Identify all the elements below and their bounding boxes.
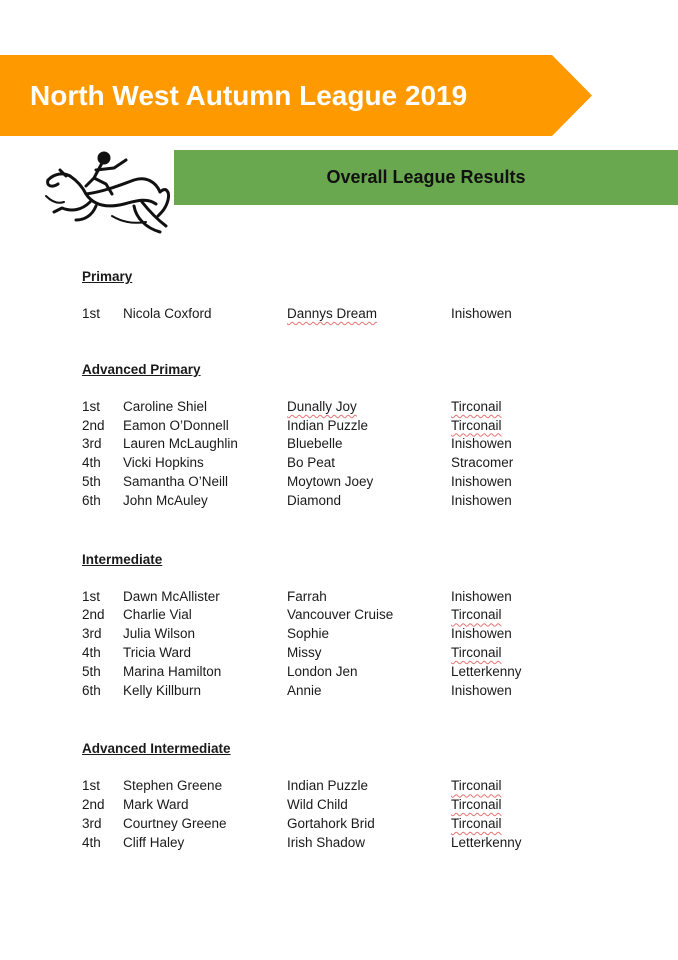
- club-name: Inishowen: [451, 588, 512, 604]
- horse-name: [287, 398, 357, 417]
- place: 1st: [82, 306, 101, 321]
- horse-name: Bo Peat: [287, 455, 336, 471]
- result-row: [82, 588, 642, 607]
- club-name: Inishowen: [451, 306, 512, 321]
- section-heading: Primary: [82, 269, 133, 284]
- rider-name: Courtney Greene: [123, 815, 227, 831]
- club-name: Letterkenny: [451, 663, 522, 679]
- place: 1st: [82, 398, 101, 414]
- place: 2nd: [82, 607, 105, 623]
- page-title: North West Autumn League 2019: [30, 80, 468, 111]
- rider-name: Marina Hamilton: [123, 663, 222, 679]
- club-name-text: Tirconail: [451, 398, 502, 414]
- club-name: [451, 644, 502, 663]
- rider-name: Vicki Hopkins: [123, 455, 204, 471]
- section-advanced-intermediate: [82, 740, 642, 852]
- horse-name: Indian Puzzle: [287, 417, 369, 433]
- horse-name: Diamond: [287, 492, 342, 508]
- club-name: [451, 417, 502, 436]
- title-banner: [0, 55, 592, 136]
- club-name-text: Tirconail: [451, 607, 502, 623]
- rider-name: Lauren McLaughlin: [123, 436, 238, 452]
- rider-name: Dawn McAllister: [123, 588, 220, 604]
- result-row: [82, 417, 642, 436]
- horse-and-rider-jumping-icon: [42, 146, 172, 241]
- horse-name: Wild Child: [287, 797, 348, 813]
- place: 3rd: [82, 436, 102, 452]
- subtitle: Overall League Results: [326, 167, 526, 187]
- rider-name: Stephen Greene: [123, 778, 223, 794]
- rider-name: Mark Ward: [123, 797, 189, 813]
- rider-name: Kelly Killburn: [123, 682, 202, 698]
- club-name-text: Tirconail: [451, 417, 502, 433]
- place: 1st: [82, 588, 101, 604]
- club-name-text: Tirconail: [451, 778, 502, 794]
- place: 5th: [82, 473, 101, 489]
- section-heading: Advanced Primary: [82, 361, 201, 377]
- club-name: Stracomer: [451, 455, 514, 471]
- place: 2nd: [82, 797, 105, 813]
- place: 3rd: [82, 626, 102, 642]
- rider-name: Julia Wilson: [123, 626, 196, 642]
- result-row: [82, 644, 642, 663]
- club-name: Inishowen: [451, 492, 512, 508]
- club-name: Inishowen: [451, 626, 512, 642]
- section-advanced-primary: [82, 361, 642, 511]
- result-row: [82, 834, 642, 853]
- horse-name: Farrah: [287, 588, 327, 604]
- section-primary: [82, 268, 642, 324]
- horse-name: Gortahork Brid: [287, 815, 375, 831]
- rider-name: Eamon O’Donnell: [123, 417, 229, 433]
- result-row: [82, 815, 642, 834]
- horse-name: Bluebelle: [287, 436, 343, 452]
- club-name: Letterkenny: [451, 834, 522, 850]
- result-row: [82, 454, 642, 473]
- horse-name-text: Dannys Dream: [287, 306, 378, 321]
- place: 3rd: [82, 815, 102, 831]
- result-row: [82, 777, 642, 796]
- club-name: Inishowen: [451, 436, 512, 452]
- club-name: [451, 606, 502, 625]
- rider-name: Charlie Vial: [123, 607, 192, 623]
- rider-name: Samantha O’Neill: [123, 473, 229, 489]
- horse-name: Sophie: [287, 626, 330, 642]
- result-row: [82, 663, 642, 682]
- horse-name: Vancouver Cruise: [287, 607, 394, 623]
- club-name-text: Tirconail: [451, 815, 502, 831]
- horse-name-text: Dunally Joy: [287, 398, 357, 414]
- rider-name: Cliff Haley: [123, 834, 185, 850]
- place: 4th: [82, 455, 101, 471]
- result-row: [82, 398, 642, 417]
- result-row: [82, 606, 642, 625]
- place: 1st: [82, 778, 101, 794]
- rider-name: Tricia Ward: [123, 644, 192, 660]
- horse-name: Missy: [287, 644, 322, 660]
- horse-name: Moytown Joey: [287, 473, 374, 489]
- results-content: [82, 268, 642, 853]
- section-heading: Advanced Intermediate: [82, 741, 231, 757]
- club-name-text: Tirconail: [451, 644, 502, 660]
- place: 6th: [82, 492, 101, 508]
- club-name: Inishowen: [451, 682, 512, 698]
- rider-name: Caroline Shiel: [123, 398, 208, 414]
- result-row: [82, 796, 642, 815]
- logo-drawing: [42, 146, 172, 241]
- subtitle-bar: [174, 150, 678, 205]
- club-name: Inishowen: [451, 473, 512, 489]
- result-row: [82, 682, 642, 701]
- place: 6th: [82, 682, 101, 698]
- result-row: [82, 492, 642, 511]
- result-row: [82, 435, 642, 454]
- place: 2nd: [82, 417, 105, 433]
- section-intermediate: [82, 551, 642, 701]
- club-name: [451, 815, 502, 834]
- club-name: [451, 796, 502, 815]
- result-row: [82, 305, 642, 324]
- club-name-text: Tirconail: [451, 797, 502, 813]
- horse-name: [287, 305, 377, 324]
- horse-name: London Jen: [287, 663, 358, 679]
- horse-name: Indian Puzzle: [287, 778, 369, 794]
- horse-name: Annie: [287, 682, 322, 698]
- place: 4th: [82, 834, 101, 850]
- place: 4th: [82, 644, 101, 660]
- horse-name: Irish Shadow: [287, 834, 366, 850]
- club-name: [451, 398, 502, 417]
- rider-name: John McAuley: [123, 492, 208, 508]
- rider-name: Nicola Coxford: [123, 306, 212, 321]
- section-heading: Intermediate: [82, 551, 163, 567]
- result-row: [82, 473, 642, 492]
- place: 5th: [82, 663, 101, 679]
- result-row: [82, 625, 642, 644]
- club-name: [451, 777, 502, 796]
